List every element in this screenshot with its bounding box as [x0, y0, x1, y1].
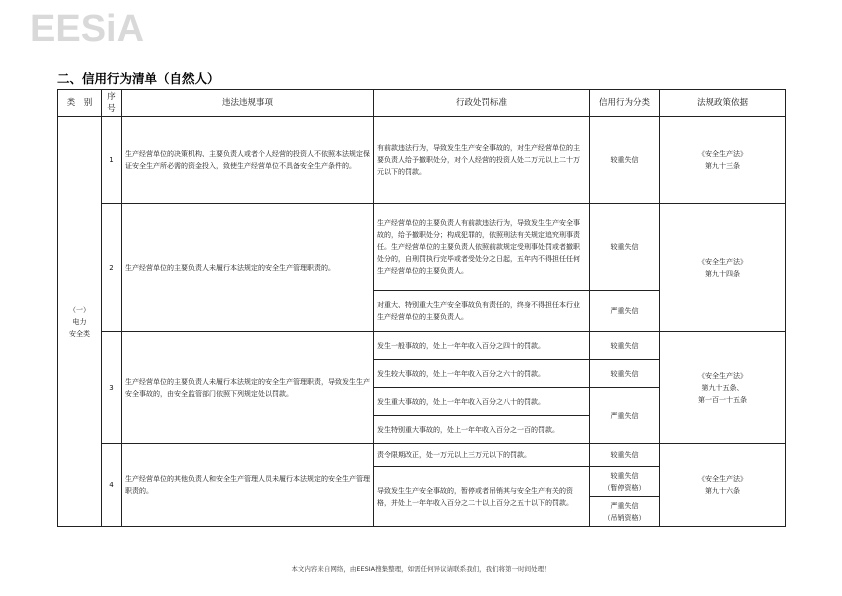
credit-behavior-table	[57, 89, 786, 527]
credit-class-cell: 较重失信	[590, 204, 660, 291]
legal-basis-cell: 《安全生产法》 第九十四条	[660, 204, 786, 332]
violation-cell: 生产经营单位的决策机构、主要负责人或者个人经营的投资人不依照本法规定保证安全生产所必需的资金投入，致使生产经营单位不具备安全生产条件的。	[122, 117, 374, 204]
penalty-cell: 发生重大事故的，处上一年年收入百分之八十的罚款。	[374, 388, 590, 416]
violation-cell: 生产经营单位的主要负责人未履行本法规定的安全生产管理职责，导致发生生产安全事故的，由安全监管部门依照下列规定处以罚款。	[122, 332, 374, 444]
logo: EESiA	[30, 8, 145, 50]
header-category: 类 别	[58, 90, 102, 117]
legal-basis-cell: 《安全生产法》 第九十六条	[660, 444, 786, 527]
credit-class-cell: 较重失信	[590, 444, 660, 467]
credit-class-cell: 较重失信 （暂停资格）	[590, 467, 660, 497]
category-cell: （一） 电力 安全类	[58, 117, 102, 527]
credit-class-cell: 严重失信	[590, 388, 660, 444]
penalty-cell: 有前款违法行为，导致发生生产安全事故的，对生产经营单位的主要负责人给予撤职处分，对个人经营的投资人处二万元以上二十万元以下的罚款。	[374, 117, 590, 204]
row-number: 1	[102, 117, 122, 204]
penalty-cell: 责令限期改正，处一万元以上三万元以下的罚款。	[374, 444, 590, 467]
penalty-cell: 发生一般事故的，处上一年年收入百分之四十的罚款。	[374, 332, 590, 360]
page-title: 二、信用行为清单（自然人）	[57, 71, 220, 86]
penalty-cell: 生产经营单位的主要负责人有前款违法行为，导致发生生产安全事故的，给予撤职处分；构成犯罪的，依照刑法有关规定追究刑事责任。生产经营单位的主要负责人依照前款规定受刑事处罚或者撤职处分的，自刑罚执行完毕或者受处分之日起，五年内不得担任任何生产经营单位的主要负责人。	[374, 204, 590, 291]
penalty-cell: 发生较大事故的，处上一年年收入百分之六十的罚款。	[374, 360, 590, 388]
legal-basis-cell: 《安全生产法》 第九十三条	[660, 117, 786, 204]
header-violation: 违法违规事项	[122, 90, 374, 117]
table-row	[58, 332, 786, 360]
table-header-row	[58, 90, 786, 117]
penalty-cell: 发生特别重大事故的，处上一年年收入百分之一百的罚款。	[374, 416, 590, 444]
violation-cell: 生产经营单位的其他负责人和安全生产管理人员未履行本法规定的安全生产管理职责的。	[122, 444, 374, 527]
legal-basis-cell: 《安全生产法》 第九十五条、 第一百一十五条	[660, 332, 786, 444]
credit-class-cell: 严重失信	[590, 291, 660, 332]
table-row	[58, 204, 786, 291]
credit-class-cell: 较重失信	[590, 332, 660, 360]
row-number: 2	[102, 204, 122, 332]
header-number: 序号	[102, 90, 122, 117]
row-number: 3	[102, 332, 122, 444]
penalty-cell: 导致发生生产安全事故的，暂停或者吊销其与安全生产有关的资格，并处上一年年收入百分之二十以上百分之五十以下的罚款。	[374, 467, 590, 527]
credit-class-cell: 较重失信	[590, 360, 660, 388]
row-number: 4	[102, 444, 122, 527]
footer-note: 本文内容来自网络，由EESIA搜集整理，如需任何异议请联系我们，我们将第一时间处理！	[291, 565, 551, 573]
header-legal-basis: 法规政策依据	[660, 90, 786, 117]
penalty-cell: 对重大、特别重大生产安全事故负有责任的，终身不得担任本行业生产经营单位的主要负责人。	[374, 291, 590, 332]
table-row	[58, 444, 786, 467]
header-credit-class: 信用行为分类	[590, 90, 660, 117]
table-row	[58, 117, 786, 204]
header-penalty: 行政处罚标准	[374, 90, 590, 117]
credit-class-cell: 较重失信	[590, 117, 660, 204]
credit-class-cell: 严重失信 （吊销资格）	[590, 497, 660, 527]
violation-cell: 生产经营单位的主要负责人未履行本法规定的安全生产管理职责的。	[122, 204, 374, 332]
